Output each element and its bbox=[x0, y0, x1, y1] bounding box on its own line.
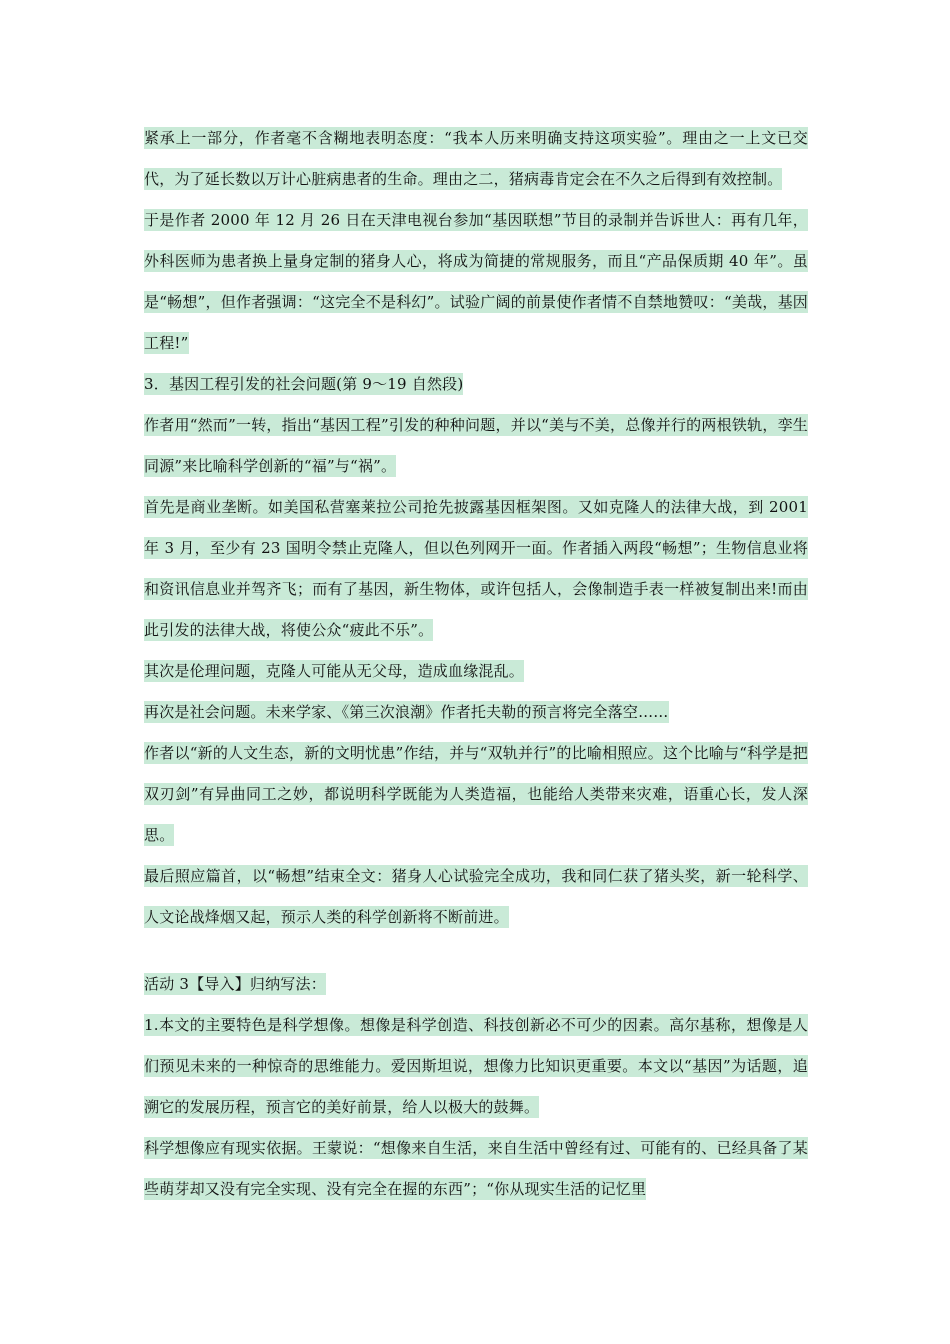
document-body bbox=[144, 118, 808, 1210]
section-heading-social-problems bbox=[144, 364, 808, 405]
paragraph-reality-basis bbox=[144, 1128, 808, 1210]
paragraph-text: 首先是商业垄断。如美国私营塞莱拉公司抢先披露基因框架图。又如克隆人的法律大战，到 2001 年 3 月，至少有 23 国明令禁止克隆人，但以色列网开一面。作者插入两段“畅想”；生物信息业将和资讯信息业并驾齐飞；而有了基因，新生物体，或许包括人，会像制造手表一样被复制出来!而由此引发的法律大战，将使公众“疲此不乐”。 bbox=[144, 498, 808, 639]
heading-text: 3．基因工程引发的社会问题(第 9～19 自然段) bbox=[144, 375, 464, 393]
paragraph-text: 1.本文的主要特色是科学想像。想像是科学创造、科技创新必不可少的因素。高尔基称，想像是人们预见未来的一种惊奇的思维能力。爱因斯坦说，想像力比知识更重要。本文以“基因”为话题，追溯它的发展历程，预言它的美好前景，给人以极大的鼓舞。 bbox=[144, 1016, 808, 1116]
paragraph-scientific-imagination bbox=[144, 1005, 808, 1128]
paragraph-conclusion-metaphor bbox=[144, 733, 808, 856]
paragraph-ethics bbox=[144, 651, 808, 692]
paragraph-social-issue bbox=[144, 692, 808, 733]
paragraph-text: 作者用“然而”一转，指出“基因工程”引发的种种问题，并以“美与不美，总像并行的两根铁轨，孪生同源”来比喻科学创新的“福”与“祸”。 bbox=[144, 416, 808, 475]
section-gap bbox=[144, 938, 808, 964]
heading-text: 活动 3【导入】归纳写法： bbox=[144, 975, 326, 993]
paragraph-ending bbox=[144, 856, 808, 938]
activity-3-heading bbox=[144, 964, 808, 1005]
paragraph-text: 最后照应篇首，以“畅想”结束全文：猪身人心试验完全成功，我和同仁获了猪头奖，新一轮科学、人文论战烽烟又起，预示人类的科学创新将不断前进。 bbox=[144, 867, 808, 926]
paragraph-text: 紧承上一部分，作者毫不含糊地表明态度：“我本人历来明确支持这项实验”。理由之一上文已交代，为了延长数以万计心脏病患者的生命。理由之二，猪病毒肯定会在不久之后得到有效控制。 bbox=[144, 129, 808, 188]
paragraph-text: 作者以“新的人文生态，新的文明忧患”作结，并与“双轨并行”的比喻相照应。这个比喻与“科学是把双刃剑”有异曲同工之妙，都说明科学既能为人类造福，也能给人类带来灾难，语重心长，发人深思。 bbox=[144, 744, 808, 844]
paragraph-text: 于是作者 2000 年 12 月 26 日在天津电视台参加“基因联想”节目的录制并告诉世人：再有几年，外科医师为患者换上量身定制的猪身人心，将成为简捷的常规服务，而且“产品保质期 40 年”。虽是“畅想”，但作者强调：“这完全不是科幻”。试验广阔的前景使作者情不自禁地赞叹：“美哉，基因工程!” bbox=[144, 211, 808, 352]
paragraph-text: 再次是社会问题。未来学家、《第三次浪潮》作者托夫勒的预言将完全落空…… bbox=[144, 703, 669, 721]
paragraph-however-turn bbox=[144, 405, 808, 487]
paragraph-text: 其次是伦理问题，克隆人可能从无父母，造成血缘混乱。 bbox=[144, 662, 525, 680]
paragraph-commercial-monopoly bbox=[144, 487, 808, 651]
paragraph-tv-program bbox=[144, 200, 808, 364]
paragraph-stance bbox=[144, 118, 808, 200]
paragraph-text: 科学想像应有现实依据。王蒙说：“想像来自生活，来自生活中曾经有过、可能有的、已经具备了某些萌芽却又没有完全实现、没有完全在握的东西”；“你从现实生活的记忆里 bbox=[144, 1139, 808, 1198]
